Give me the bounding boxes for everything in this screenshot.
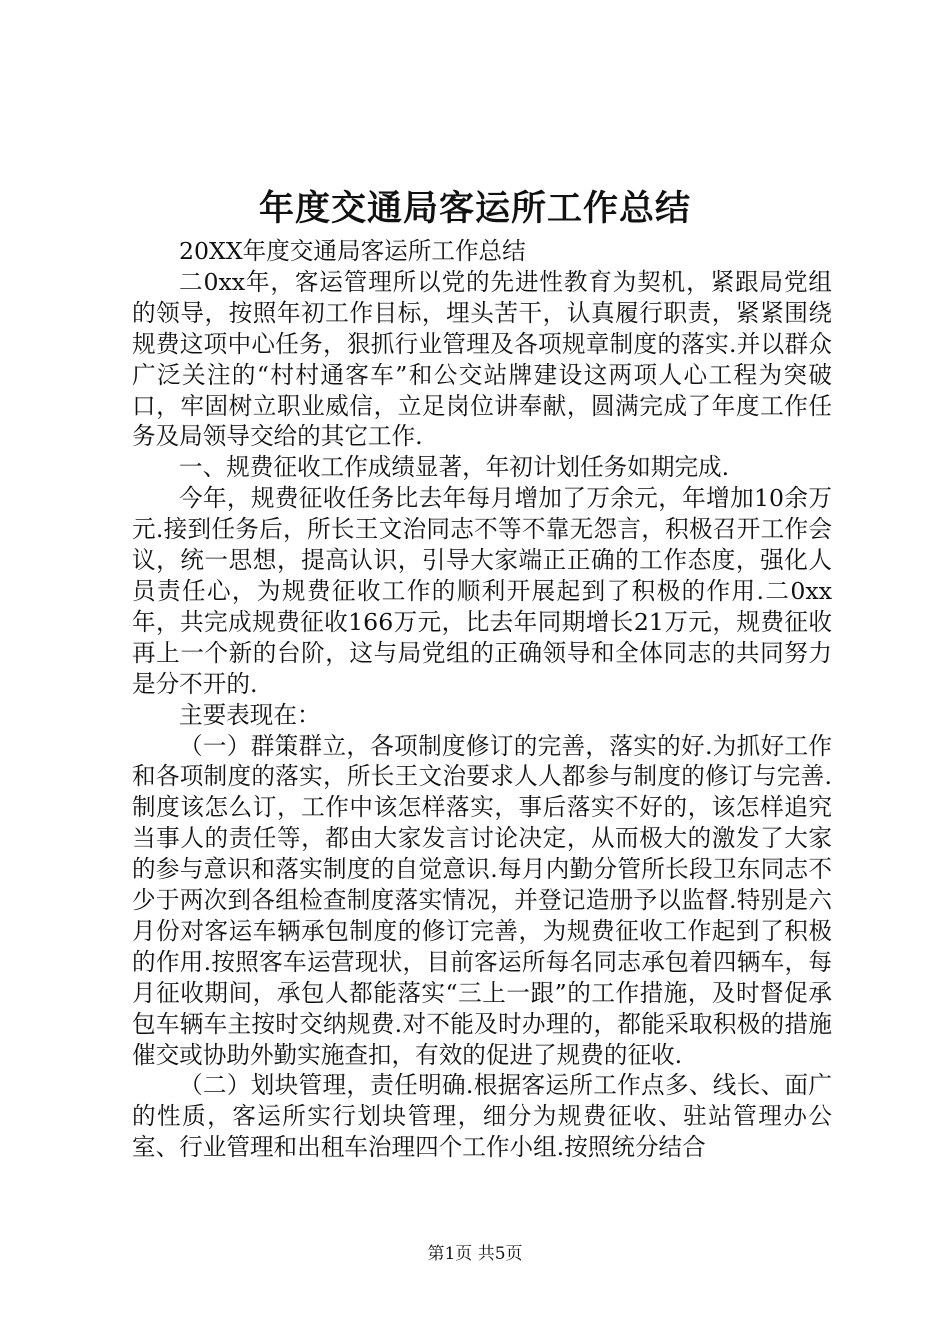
list-intro: 主要表现在： xyxy=(179,700,321,729)
document-body xyxy=(132,236,832,1163)
subtitle-paragraph: 20XX年度交通局客运所工作总结 xyxy=(179,237,526,265)
section-heading-1: 一、规费征收工作成绩显著，年初计划任务如期完成. xyxy=(179,453,730,482)
body-paragraph: （一）群策群立，各项制度修订的完善，落实的好.为抓好工作和各项制度的落实，所长王文治要求人人都参与制度的修订与完善.制度该怎么订，工作中该怎样落实，事后落实不好的，该怎样追究当事人的责任等，都由大家发言讨论决定，从而极大的激发了大家的参与意识和落实制度的自觉意识.每月内勤分管所长段卫东同志不少于两次到各组检查制度落实情况，并登记造册予以监督.特别是六月份对客运车辆承包制度的修订完善，为规费征收工作起到了积极的作用.按照客车运营现状，目前客运所每名同志承包着四辆车，每月征收期间，承包人都能落实“三上一跟”的工作措施，及时督促承包车辆车主按时交纳规费.对不能及时办理的，都能采取积极的措施催交或协助外勤实施查扣，有效的促进了规费的征收. xyxy=(132,731,832,1069)
body-paragraph: （二）划块管理，责任明确.根据客运所工作点多、线长、面广的性质，客运所实行划块管理，细分为规费征收、驻站管理办公室、行业管理和出租车治理四个工作小组.按照统分结合 xyxy=(132,1071,832,1162)
document-title: 年度交通局客运所工作总结 xyxy=(258,188,691,229)
intro-paragraph: 二0xx年，客运管理所以党的先进性教育为契机，紧跟局党组的领导，按照年初工作目标，埋头苦干，认真履行职责，紧紧围绕规费这项中心任务，狠抓行业管理及各项规章制度的落实.并以群众广泛关注的“村村通客车”和公交站牌建设这两项人心工程为突破口，牢固树立职业威信，立足岗位讲奉献，圆满完成了年度工作任务及局领导交给的其它工作. xyxy=(132,267,832,451)
page-footer: 第1页 共5页 xyxy=(427,1244,523,1264)
body-paragraph: 今年，规费征收任务比去年每月增加了万余元，年增加10余万元.接到任务后，所长王文治同志不等不靠无怨言，积极召开工作会议，统一思想，提高认识，引导大家端正正确的工作态度，强化人员责任心，为规费征收工作的顺利开展起到了积极的作用.二0xx年，共完成规费征收166万元，比去年同期增长21万元，规费征收再上一个新的台阶，这与局党组的正确领导和全体同志的共同努力是分不开的. xyxy=(132,484,832,698)
